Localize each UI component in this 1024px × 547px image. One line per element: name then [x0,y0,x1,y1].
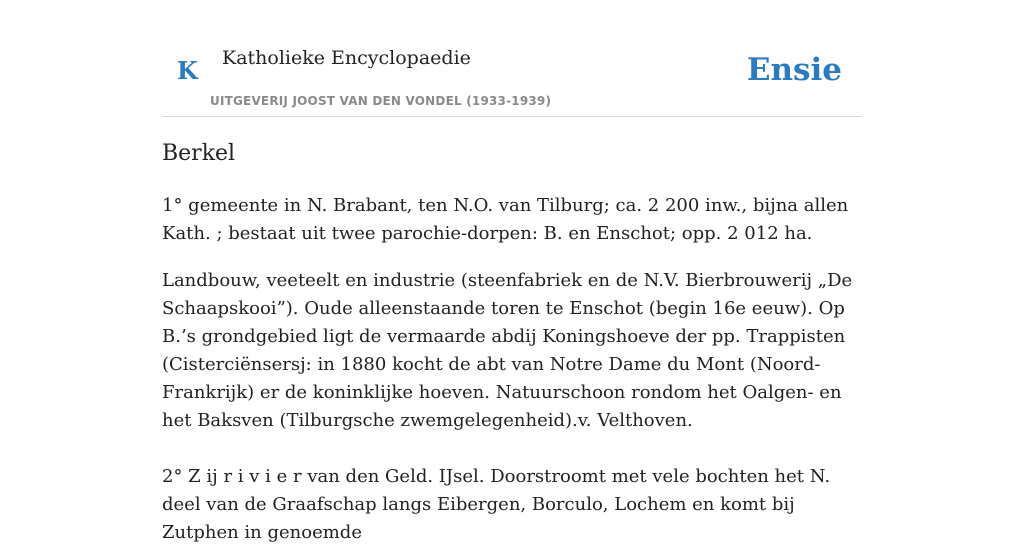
article-paragraph: Landbouw, veeteelt en industrie (steenfabriek en de N.V. Bierbrouwerij „De Schaapskooi”). Oude alleenstaande toren te Enschot (begin 16e eeuw). Op B.’s grondgebied ligt de vermaarde abdij Koningshoeve der pp. Trappisten (Cisterciënsersj: in 1880 kocht de abt van Notre Dame du Mont (Noord-Frankrijk) er de koninklijke hoeven. Natuurschoon rondom het Oalgen- en het Baksven (Tilburgsche zwemgelegenheid).v. Velthoven. [162,270,853,431]
brand-logo-link[interactable]: Ensie [746,52,842,88]
article-paragraph: 2° Z ij r i v i e r van den Geld. IJsel. Doorstroomt met vele bochten het N. deel van de Graafschap langs Eibergen, Borculo, Lochem en komt bij Zutphen in genoemde [162,466,831,543]
article-title: Berkel [162,141,236,166]
site-title-link[interactable]: Katholieke Encyclopaedie [222,47,471,69]
logo-k[interactable]: K [177,56,198,85]
article [162,139,862,547]
publisher-label: UITGEVERIJ JOOST VAN DEN VONDEL (1933-1939) [210,94,552,108]
site-header [162,0,862,117]
article-paragraph: 1° gemeente in N. Brabant, ten N.O. van Tilburg; ca. 2 200 inw., bijna allen Kath. ; bestaat uit twee parochie-dorpen: B. en Enschot; opp. 2 012 ha. [162,195,849,244]
